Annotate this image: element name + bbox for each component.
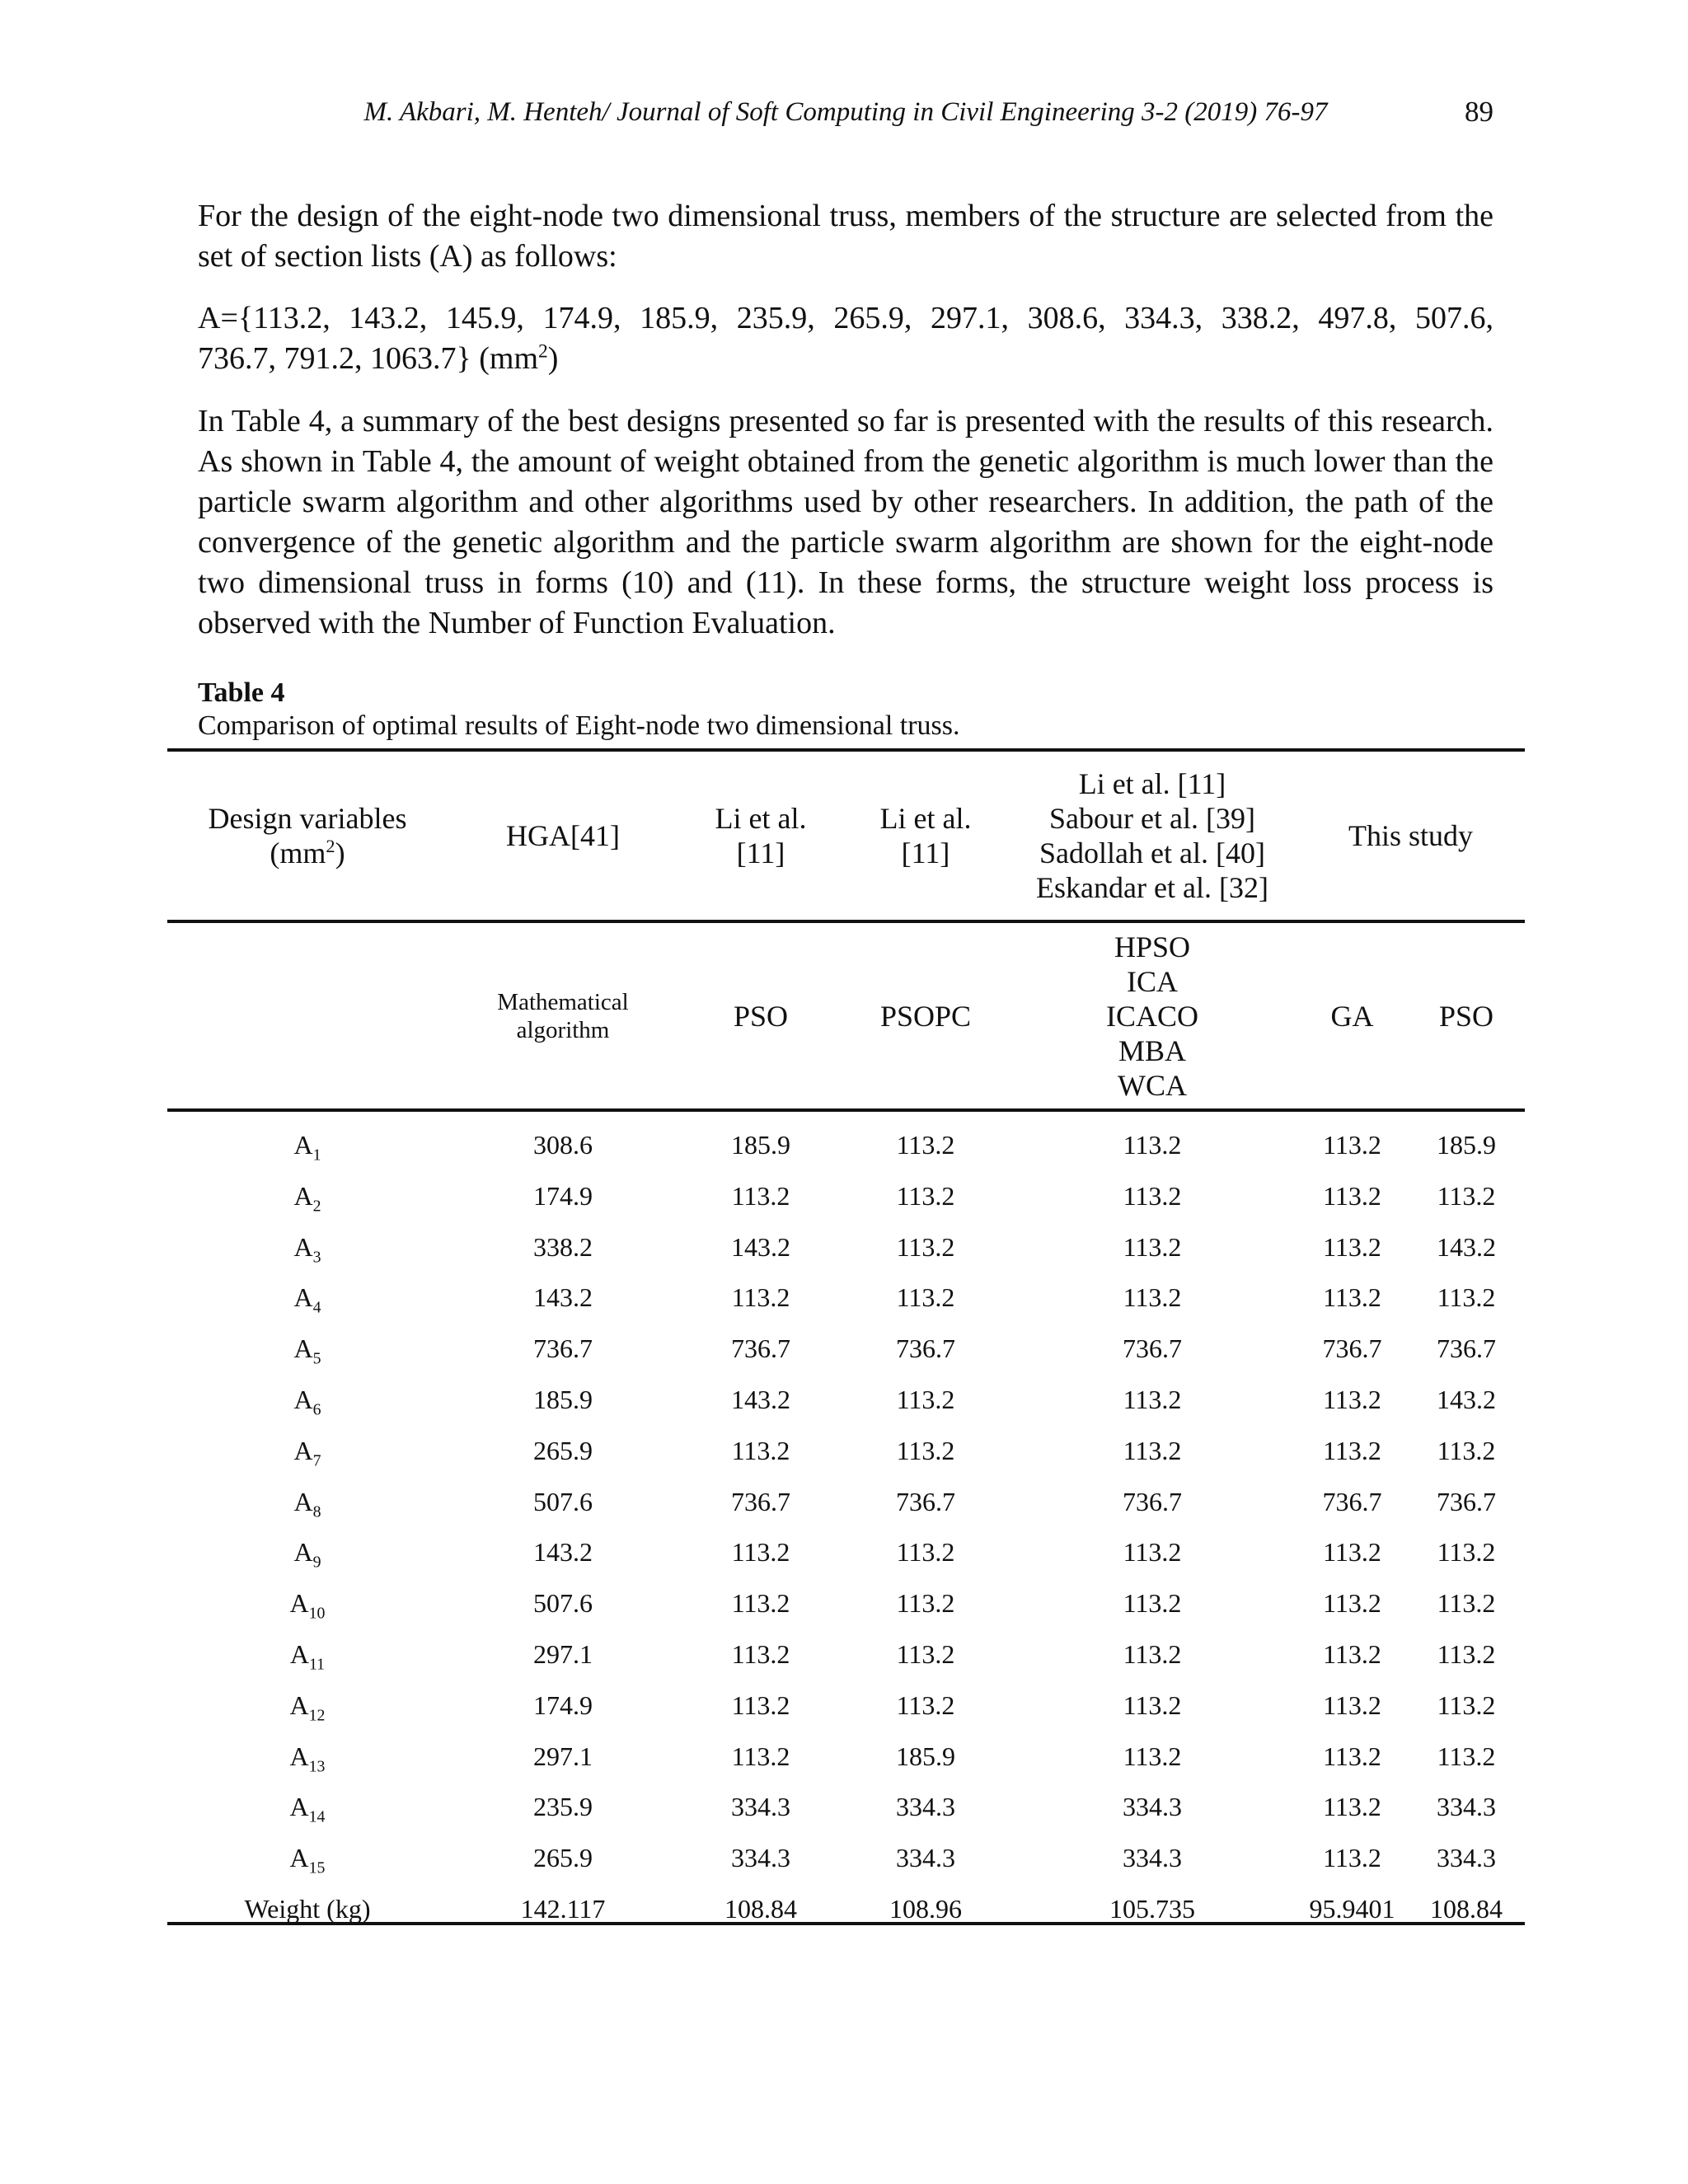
table-cell: 113.2 bbox=[1437, 1536, 1496, 1567]
row-label-text bbox=[167, 1790, 448, 1826]
table-cell: 143.2 bbox=[533, 1536, 593, 1567]
row-label-text bbox=[167, 1383, 448, 1419]
table-cell: 736.7 bbox=[1123, 1333, 1182, 1363]
table-cell: 113.2 bbox=[1323, 1690, 1381, 1720]
table-cell: 736.7 bbox=[896, 1486, 955, 1516]
section-list-set bbox=[198, 298, 1493, 379]
table-cell: 265.9 bbox=[533, 1435, 593, 1465]
table-caption: Comparison of optimal results of Eight-node two dimensional truss. bbox=[198, 710, 960, 741]
row-label-var: A bbox=[293, 1486, 313, 1516]
table-cell: 185.9 bbox=[731, 1129, 790, 1160]
method-hga: Mathematical algorithm bbox=[497, 988, 629, 1043]
row-label bbox=[167, 1425, 448, 1476]
table-cell: 113.2 bbox=[1323, 1741, 1381, 1771]
row-label bbox=[167, 1374, 448, 1425]
table-cell: 338.2 bbox=[533, 1231, 593, 1262]
table-cell: 736.7 bbox=[1123, 1486, 1182, 1516]
row-label-text bbox=[167, 1638, 448, 1674]
table-cell: 334.3 bbox=[1437, 1791, 1496, 1821]
table-cell: 174.9 bbox=[533, 1690, 593, 1720]
table-cell: 113.2 bbox=[1437, 1741, 1496, 1771]
table-cell: 113.2 bbox=[896, 1587, 955, 1618]
table-cell: 143.2 bbox=[533, 1282, 593, 1312]
table-label: Table 4 bbox=[198, 677, 285, 708]
table-cell: 736.7 bbox=[731, 1486, 790, 1516]
row-label-text bbox=[167, 1281, 448, 1317]
table-cell: 108.84 bbox=[1430, 1893, 1503, 1924]
row-label-text bbox=[167, 1128, 448, 1165]
table-cell: 113.2 bbox=[1123, 1282, 1182, 1312]
table-cell: 334.3 bbox=[731, 1791, 790, 1821]
table-cell: 113.2 bbox=[1123, 1587, 1182, 1618]
table-cell: 113.2 bbox=[1323, 1842, 1381, 1872]
row-label-subscript: 11 bbox=[309, 1655, 326, 1674]
row-label-subscript: 9 bbox=[312, 1553, 321, 1572]
row-label-var: A bbox=[289, 1638, 309, 1669]
table-cell: 113.2 bbox=[1123, 1180, 1182, 1211]
row-label-var: A bbox=[289, 1690, 309, 1720]
table-cell: 113.2 bbox=[1323, 1638, 1381, 1669]
table-cell: 113.2 bbox=[1123, 1435, 1182, 1465]
table-cell: 113.2 bbox=[1437, 1435, 1496, 1465]
table-cell: 113.2 bbox=[1323, 1282, 1381, 1312]
row-label-text bbox=[167, 1179, 448, 1216]
row-label-var: A bbox=[293, 1384, 313, 1414]
row-label bbox=[167, 1221, 448, 1272]
table-cell: 113.2 bbox=[1323, 1587, 1381, 1618]
table-cell: 297.1 bbox=[533, 1741, 593, 1771]
row-label-subscript: 1 bbox=[312, 1146, 321, 1165]
row-label-subscript: 15 bbox=[308, 1858, 326, 1877]
table-cell: 113.2 bbox=[896, 1435, 955, 1465]
table-cell: 113.2 bbox=[896, 1384, 955, 1414]
table-cell: 185.9 bbox=[533, 1384, 593, 1414]
table-cell: 105.735 bbox=[1109, 1893, 1195, 1924]
table-cell: 736.7 bbox=[1322, 1333, 1382, 1363]
table-cell: 113.2 bbox=[1323, 1536, 1381, 1567]
row-label-subscript: 2 bbox=[312, 1197, 321, 1216]
table-cell: 113.2 bbox=[731, 1690, 790, 1720]
running-head: M. Akbari, M. Henteh/ Journal of Soft Computing in Civil Engineering 3-2 (2019) 76-97 bbox=[363, 97, 1328, 127]
row-label-subscript: 8 bbox=[312, 1502, 321, 1521]
row-label-subscript: 7 bbox=[312, 1451, 321, 1470]
table-cell: 142.117 bbox=[520, 1893, 606, 1924]
table-cell: 113.2 bbox=[1123, 1741, 1182, 1771]
table-cell: 113.2 bbox=[896, 1282, 955, 1312]
table-cell: 113.2 bbox=[1123, 1231, 1182, 1262]
section-list-line-2: 736.7, 791.2, 1063.7} $(mm^2)$ bbox=[198, 340, 559, 376]
table-cell: 174.9 bbox=[533, 1180, 593, 1211]
table-cell: 297.1 bbox=[533, 1638, 593, 1669]
table-cell: 507.6 bbox=[533, 1486, 593, 1516]
row-label-text bbox=[167, 1434, 448, 1470]
table-cell: 113.2 bbox=[896, 1231, 955, 1262]
table-cell: 143.2 bbox=[1437, 1384, 1496, 1414]
table-cell: 113.2 bbox=[1123, 1384, 1182, 1414]
table-cell: 143.2 bbox=[731, 1231, 790, 1262]
table-cell: 185.9 bbox=[896, 1741, 955, 1771]
table-cell: 113.2 bbox=[896, 1129, 955, 1160]
page-number: 89 bbox=[1465, 96, 1493, 128]
section-list-line-1: A={113.2, 143.2, 145.9, 174.9, 185.9, 235.9, 265.9, 297.1, 308.6, 334.3, 338.2, 497.8, 507.6, bbox=[198, 301, 1493, 335]
row-label-text bbox=[167, 1740, 448, 1776]
table-cell: 113.2 bbox=[731, 1587, 790, 1618]
table-cell: 113.2 bbox=[731, 1435, 790, 1465]
table-cell: 736.7 bbox=[1437, 1486, 1496, 1516]
table-cell: 113.2 bbox=[1123, 1638, 1182, 1669]
table-cell: 113.2 bbox=[731, 1180, 790, 1211]
row-label-subscript: 10 bbox=[308, 1604, 326, 1623]
table-cell: 113.2 bbox=[1437, 1180, 1496, 1211]
row-label-var: A bbox=[293, 1536, 313, 1567]
row-label-text bbox=[167, 1230, 448, 1267]
table-cell: 113.2 bbox=[896, 1536, 955, 1567]
row-label-text bbox=[167, 1485, 448, 1521]
table-cell: 235.9 bbox=[533, 1791, 593, 1821]
row-label-text bbox=[167, 1332, 448, 1368]
row-label bbox=[167, 1526, 448, 1577]
col-header-design-variables: Design variables $(mm^2)$ bbox=[208, 802, 407, 869]
table-cell: 113.2 bbox=[896, 1690, 955, 1720]
method-multi: HPSO ICA ICACO MBA WCA bbox=[1105, 930, 1198, 1102]
table-cell: 113.2 bbox=[1123, 1129, 1182, 1160]
table-cell: 113.2 bbox=[731, 1536, 790, 1567]
row-label-subscript: 5 bbox=[312, 1349, 321, 1368]
row-label bbox=[167, 1781, 448, 1832]
row-label: Weight (kg) bbox=[244, 1893, 371, 1924]
table-cell: 113.2 bbox=[1437, 1638, 1496, 1669]
row-label-text bbox=[167, 1586, 448, 1623]
table-cell: 334.3 bbox=[1437, 1842, 1496, 1872]
table-cell: 113.2 bbox=[896, 1638, 955, 1669]
row-label-subscript: 6 bbox=[312, 1400, 321, 1419]
row-label-subscript: 4 bbox=[312, 1298, 321, 1317]
row-label-subscript: 3 bbox=[312, 1248, 321, 1267]
method-li-psopc: PSOPC bbox=[879, 999, 972, 1033]
table-cell: 113.2 bbox=[1123, 1536, 1182, 1567]
table-cell: 113.2 bbox=[1437, 1282, 1496, 1312]
row-label-var: A bbox=[293, 1282, 313, 1312]
table-cell: 507.6 bbox=[533, 1587, 593, 1618]
row-label bbox=[167, 1629, 448, 1680]
row-label-var: A bbox=[289, 1842, 309, 1872]
row-label-var: A bbox=[293, 1180, 313, 1211]
paragraph-section-list-intro: For the design of the eight-node two dimensional truss, members of the structure are selected from the set of section lists (A) as follows: bbox=[198, 199, 1493, 274]
row-label bbox=[167, 1680, 448, 1731]
col-header-multi-references: Li et al. [11] Sabour et al. [39] Sadollah et al. [40] Eskandar et al. [32] bbox=[1036, 767, 1268, 904]
row-label-text bbox=[167, 1689, 448, 1725]
table-cell: 113.2 bbox=[1437, 1690, 1496, 1720]
table-cell: 113.2 bbox=[1323, 1791, 1381, 1821]
table-cell: 736.7 bbox=[533, 1333, 593, 1363]
table-cell: 113.2 bbox=[731, 1282, 790, 1312]
col-header-this-study: This study bbox=[1348, 819, 1473, 852]
table-cell: 308.6 bbox=[533, 1129, 593, 1160]
table-cell: 108.84 bbox=[724, 1893, 797, 1924]
table-cell: 113.2 bbox=[1323, 1384, 1381, 1414]
table-cell: 113.2 bbox=[1323, 1129, 1381, 1160]
table-cell: 143.2 bbox=[731, 1384, 790, 1414]
row-label-var: A bbox=[289, 1741, 309, 1771]
table-cell: 334.3 bbox=[731, 1842, 790, 1872]
row-label-subscript: 14 bbox=[308, 1807, 326, 1826]
row-label bbox=[167, 1170, 448, 1221]
row-label bbox=[167, 1832, 448, 1883]
row-label-var: A bbox=[293, 1435, 313, 1465]
row-label-var: A bbox=[293, 1231, 313, 1262]
table-cell: 334.3 bbox=[896, 1842, 955, 1872]
row-label-subscript: 13 bbox=[308, 1757, 326, 1776]
table-cell: 736.7 bbox=[1437, 1333, 1496, 1363]
method-this-pso: PSO bbox=[1438, 999, 1494, 1033]
table-cell: 185.9 bbox=[1437, 1129, 1496, 1160]
row-label-var: A bbox=[289, 1587, 309, 1618]
row-label bbox=[167, 1577, 448, 1629]
row-label bbox=[167, 1272, 448, 1323]
row-label-text bbox=[167, 1841, 448, 1877]
table-cell: 334.3 bbox=[896, 1791, 955, 1821]
table-cell: 108.96 bbox=[889, 1893, 962, 1924]
row-label-var: A bbox=[293, 1129, 313, 1160]
table-cell: 334.3 bbox=[1123, 1842, 1182, 1872]
row-label bbox=[167, 1476, 448, 1527]
table-cell: 113.2 bbox=[1323, 1180, 1381, 1211]
row-label bbox=[167, 1323, 448, 1374]
table-cell: 95.9401 bbox=[1309, 1893, 1395, 1924]
row-label-var: A bbox=[289, 1791, 309, 1821]
table-cell: 736.7 bbox=[896, 1333, 955, 1363]
table-cell: 334.3 bbox=[1123, 1791, 1182, 1821]
table-cell: 113.2 bbox=[731, 1638, 790, 1669]
row-label bbox=[167, 1731, 448, 1782]
table-cell: 736.7 bbox=[1322, 1486, 1382, 1516]
method-li-pso: PSO bbox=[733, 999, 789, 1033]
table-cell: 113.2 bbox=[1323, 1435, 1381, 1465]
table-cell: 265.9 bbox=[533, 1842, 593, 1872]
method-ga: GA bbox=[1330, 999, 1374, 1033]
table-rule-methods bbox=[167, 1108, 1525, 1112]
table-cell: 736.7 bbox=[731, 1333, 790, 1363]
table-cell: 113.2 bbox=[1123, 1690, 1182, 1720]
row-label-var: A bbox=[293, 1333, 313, 1363]
paragraph-table-summary: In Table 4, a summary of the best designs presented so far is presented with the results of this research. As shown in Table 4, the amount of weight obtained from the genetic algorithm is much lower than the particle swarm algorithm and other algorithms used by other researchers. In addition, the path of the convergence of the genetic algorithm and the particle swarm algorithm are shown for the eight-node two dimensional truss in forms (10) and (11). In these forms, the structure weight loss process is observed with the Number of Function Evaluation. bbox=[198, 404, 1493, 640]
col-header-hga: HGA[41] bbox=[506, 819, 620, 852]
table-cell: 113.2 bbox=[896, 1180, 955, 1211]
table-cell: 113.2 bbox=[1323, 1231, 1381, 1262]
table-cell: 113.2 bbox=[1437, 1587, 1496, 1618]
row-label bbox=[167, 1119, 448, 1170]
col-header-li-pso: Li et al. [11] bbox=[715, 802, 807, 869]
row-label-text bbox=[167, 1535, 448, 1572]
table-cell: 113.2 bbox=[731, 1741, 790, 1771]
table-cell: 143.2 bbox=[1437, 1231, 1496, 1262]
col-header-li-psopc: Li et al. [11] bbox=[879, 802, 972, 869]
row-label-subscript: 12 bbox=[308, 1706, 326, 1725]
